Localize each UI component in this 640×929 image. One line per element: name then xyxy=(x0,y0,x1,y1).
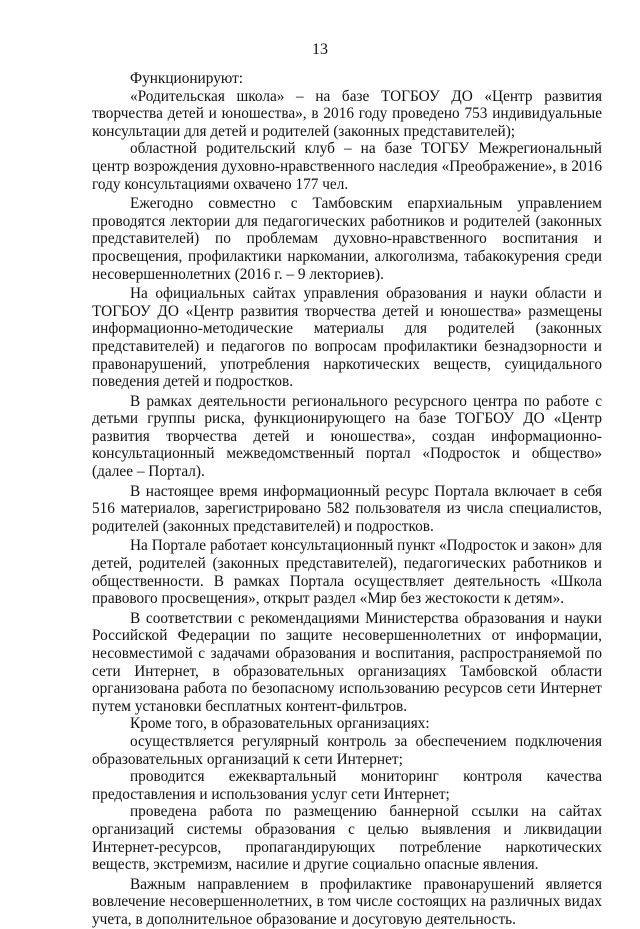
list-item-connection-control: осуществляется регулярный контроль за обеспечением подключения образовательных организаций к сети Интернет; xyxy=(92,732,602,768)
list-item-quality-monitoring: проводится ежеквартальный мониторинг контроля качества предоставления и использования услуг сети Интернет; xyxy=(92,768,602,803)
document-body xyxy=(92,70,602,929)
page-number: 13 xyxy=(312,41,328,58)
paragraph-functioning-intro: Функционируют: xyxy=(130,70,244,87)
paragraph-portal-services: На Портале работает консультационный пункт «Подросток и закон» для детей, родителей (законных представителей), педагогических работников и общественности. В рамках Портала осуществляет деятельность «Школа правового просвещения», открыт раздел «Мир без жестокости к детям». xyxy=(92,537,602,608)
paragraph-prevention-direction: Важным направлением в профилактике правонарушений является вовлечение несовершеннолетних, в том числе состоящих на различных видах учета, в дополнительное образование и досуговую деятельность. xyxy=(92,875,602,928)
paragraph-parent-school: «Родительская школа» – на базе ТОГБОУ ДО «Центр развития творчества детей и юношества», в 2016 году проведено 753 индивидуальные консультации для детей и родителей (законных представителей); xyxy=(92,87,602,140)
paragraph-additionally: Кроме того, в образовательных организациях: xyxy=(130,715,430,733)
paragraph-parent-club: областной родительский клуб – на базе ТОГБУ Межрегиональный центр возрождения духовно-нравственного наследия «Преображение», в 2016 году консультациями охвачено 177 чел. xyxy=(92,140,602,193)
paragraph-portal-stats: В настоящее время информационный ресурс Портала включает в себя 516 материалов, зарегистрировано 582 пользователя из числа специалистов, родителей (законных представителей) и подростков. xyxy=(92,482,602,535)
paragraph-resource-center: В рамках деятельности регионального ресурсного центра по работе с детьми группы риска, функционирующего на базе ТОГБОУ ДО «Центр развития творчества детей и юношества», создан информационно-консультационный межведомственный портал «Подросток и общество» (далее – Портал). xyxy=(92,392,602,481)
paragraph-internet-filters: В соответствии с рекомендациями Министерства образования и науки Российской Федерации по защите несовершеннолетних от информации, несовместимой с задачами образования и воспитания, распространяемой по сети Интернет, в образовательных организациях Тамбовской области организована работа по безопасному использованию ресурсов сети Интернет путем установки бесплатных контент-фильтров. xyxy=(92,609,602,715)
list-item-banner-links: проведена работа по размещению баннерной ссылки на сайтах организаций системы образования с целью выявления и ликвидации Интернет-ресурсов, пропагандирующих потребление наркотических веществ, экстремизм, насилие и другие социально опасные явления. xyxy=(92,803,602,874)
paragraph-official-websites: На официальных сайтах управления образования и науки области и ТОГБОУ ДО «Центр развития творчества детей и юношества» размещены информационно-методические материалы для родителей (законных представителей) и педагогов по вопросам профилактики безнадзорности и правонарушений, употребления наркотических веществ, суицидального поведения детей и подростков. xyxy=(92,285,602,391)
paragraph-lectures: Ежегодно совместно с Тамбовским епархиальным управлением проводятся лектории для педагогических работников и родителей (законных представителей) по проблемам духовно-нравственного воспитания и просвещения, профилактики наркомании, алкоголизма, табакокурения среди несовершеннолетних (2016 г. – 9 лекториев). xyxy=(92,195,602,283)
